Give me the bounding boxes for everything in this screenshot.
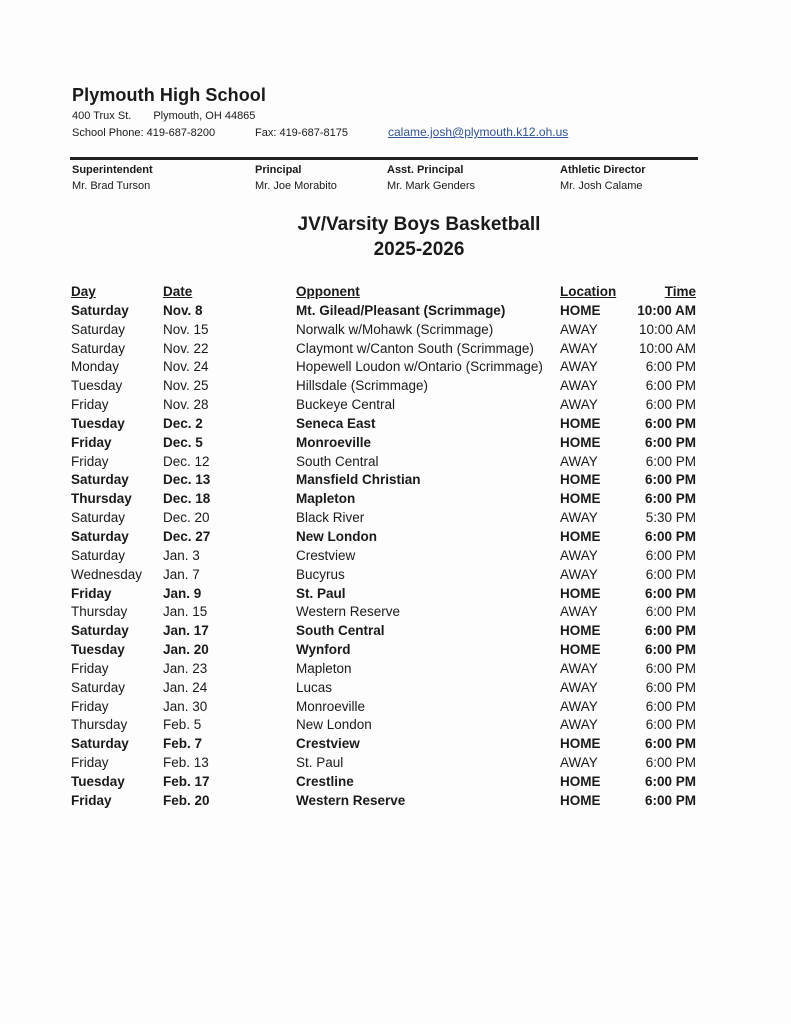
date-cell: Feb. 5 bbox=[163, 717, 202, 733]
staff-name: Mr. Josh Calame bbox=[560, 180, 643, 192]
date-cell: Jan. 9 bbox=[163, 585, 202, 601]
table-row bbox=[70, 321, 702, 340]
col-header-day: Day bbox=[71, 284, 96, 299]
table-row bbox=[70, 528, 702, 547]
time-cell: 6:00 PM bbox=[645, 547, 696, 563]
opponent-cell: Mapleton bbox=[296, 660, 352, 676]
time-cell: 6:00 PM bbox=[644, 642, 696, 658]
day-cell: Friday bbox=[71, 660, 109, 676]
time-cell: 6:00 PM bbox=[644, 736, 696, 752]
time-cell: 6:00 PM bbox=[645, 755, 696, 771]
city-state-zip: Plymouth, OH 44865 bbox=[153, 110, 256, 122]
opponent-cell: Claymont w/Canton South (Scrimmage) bbox=[296, 340, 534, 356]
table-row bbox=[70, 509, 702, 528]
time-cell: 6:00 PM bbox=[645, 378, 696, 394]
col-header-date: Date bbox=[163, 284, 193, 299]
date-cell: Dec. 12 bbox=[163, 453, 210, 469]
opponent-cell: Mt. Gilead/Pleasant (Scrimmage) bbox=[296, 302, 506, 318]
day-cell: Thursday bbox=[71, 717, 128, 733]
table-row bbox=[70, 754, 702, 773]
time-cell: 6:00 PM bbox=[645, 397, 696, 413]
day-cell: Friday bbox=[71, 792, 112, 808]
staff-role: Superintendent bbox=[72, 164, 153, 176]
date-cell: Dec. 2 bbox=[163, 415, 203, 431]
school-fax: Fax: 419-687-8175 bbox=[255, 127, 348, 139]
staff-asst-principal bbox=[387, 162, 475, 194]
time-cell: 6:00 PM bbox=[644, 773, 696, 789]
date-cell: Nov. 8 bbox=[163, 302, 203, 318]
opponent-cell: South Central bbox=[296, 453, 379, 469]
opponent-cell: Buckeye Central bbox=[296, 397, 396, 413]
col-header-time: Time bbox=[664, 284, 696, 299]
location-cell: HOME bbox=[560, 528, 601, 544]
date-cell: Jan. 7 bbox=[163, 566, 200, 582]
location-cell: HOME bbox=[560, 491, 601, 507]
opponent-cell: Seneca East bbox=[296, 415, 376, 431]
date-cell: Nov. 15 bbox=[163, 321, 209, 337]
location-cell: HOME bbox=[560, 642, 601, 658]
location-cell: HOME bbox=[560, 792, 601, 808]
table-row bbox=[70, 340, 702, 359]
location-cell: AWAY bbox=[560, 679, 598, 695]
opponent-cell: St. Paul bbox=[296, 585, 346, 601]
location-cell: AWAY bbox=[560, 397, 598, 413]
opponent-cell: Western Reserve bbox=[296, 604, 401, 620]
opponent-cell: Hillsdale (Scrimmage) bbox=[296, 378, 429, 394]
day-cell: Saturday bbox=[71, 528, 129, 544]
opponent-cell: New London bbox=[296, 717, 372, 733]
location-cell: AWAY bbox=[560, 698, 598, 714]
day-cell: Saturday bbox=[71, 679, 126, 695]
email-link[interactable]: calame.josh@plymouth.k12.oh.us bbox=[388, 125, 569, 139]
table-row bbox=[70, 453, 702, 472]
schedule-table bbox=[70, 283, 702, 811]
date-cell: Jan. 15 bbox=[163, 604, 208, 620]
staff-name: Mr. Mark Genders bbox=[387, 180, 476, 192]
date-cell: Nov. 24 bbox=[163, 359, 209, 375]
staff-athletic-director bbox=[560, 162, 646, 194]
header-divider bbox=[70, 157, 698, 160]
table-row bbox=[70, 698, 702, 717]
date-cell: Feb. 7 bbox=[163, 736, 203, 752]
date-cell: Jan. 23 bbox=[163, 660, 208, 676]
opponent-cell: Monroeville bbox=[296, 434, 372, 450]
opponent-cell: Western Reserve bbox=[296, 792, 406, 808]
table-row bbox=[70, 415, 702, 434]
opponent-cell: Mansfield Christian bbox=[296, 472, 421, 488]
date-cell: Nov. 22 bbox=[163, 340, 209, 356]
day-cell: Saturday bbox=[71, 510, 126, 526]
staff-superintendent bbox=[72, 162, 153, 194]
day-cell: Thursday bbox=[71, 491, 132, 507]
day-cell: Tuesday bbox=[71, 415, 125, 431]
time-cell: 10:00 AM bbox=[637, 302, 696, 318]
table-body bbox=[70, 302, 702, 811]
day-cell: Saturday bbox=[71, 302, 129, 318]
time-cell: 6:00 PM bbox=[644, 528, 696, 544]
table-row bbox=[70, 641, 702, 660]
location-cell: AWAY bbox=[560, 717, 598, 733]
time-cell: 6:00 PM bbox=[645, 660, 696, 676]
opponent-cell: New London bbox=[296, 528, 377, 544]
date-cell: Jan. 3 bbox=[163, 547, 200, 563]
table-row bbox=[70, 566, 702, 585]
time-cell: 6:00 PM bbox=[645, 717, 696, 733]
opponent-cell: Bucyrus bbox=[296, 566, 345, 582]
date-cell: Jan. 17 bbox=[163, 623, 209, 639]
time-cell: 5:30 PM bbox=[645, 510, 696, 526]
table-row bbox=[70, 603, 702, 622]
location-cell: AWAY bbox=[560, 321, 598, 337]
staff-role: Athletic Director bbox=[560, 164, 646, 176]
date-cell: Jan. 20 bbox=[163, 642, 209, 658]
day-cell: Friday bbox=[71, 755, 109, 771]
table-row bbox=[70, 585, 702, 604]
date-cell: Dec. 5 bbox=[163, 434, 203, 450]
day-cell: Tuesday bbox=[71, 773, 125, 789]
location-cell: HOME bbox=[560, 434, 601, 450]
time-cell: 6:00 PM bbox=[644, 415, 696, 431]
table-row bbox=[70, 396, 702, 415]
table-row bbox=[70, 679, 702, 698]
staff-principal bbox=[255, 162, 337, 194]
table-row bbox=[70, 792, 702, 811]
date-cell: Dec. 27 bbox=[163, 528, 211, 544]
table-row bbox=[70, 471, 702, 490]
location-cell: AWAY bbox=[560, 340, 598, 356]
location-cell: AWAY bbox=[560, 378, 598, 394]
col-header-location: Location bbox=[560, 284, 617, 299]
table-row bbox=[70, 302, 702, 321]
time-cell: 6:00 PM bbox=[644, 792, 696, 808]
time-cell: 6:00 PM bbox=[644, 623, 696, 639]
street-address: 400 Trux St. bbox=[72, 110, 132, 122]
date-cell: Feb. 20 bbox=[163, 792, 210, 808]
time-cell: 6:00 PM bbox=[645, 359, 696, 375]
location-cell: AWAY bbox=[560, 566, 598, 582]
date-cell: Feb. 13 bbox=[163, 755, 209, 771]
time-cell: 6:00 PM bbox=[645, 698, 696, 714]
opponent-cell: Crestview bbox=[296, 547, 356, 563]
location-cell: AWAY bbox=[560, 755, 598, 771]
table-row bbox=[70, 735, 702, 754]
time-cell: 6:00 PM bbox=[644, 472, 696, 488]
staff-role: Asst. Principal bbox=[387, 164, 464, 176]
opponent-cell: Wynford bbox=[296, 642, 351, 658]
table-row bbox=[70, 490, 702, 509]
location-cell: AWAY bbox=[560, 453, 598, 469]
date-cell: Jan. 30 bbox=[163, 698, 208, 714]
date-cell: Dec. 20 bbox=[163, 510, 210, 526]
opponent-cell: Hopewell Loudon w/Ontario (Scrimmage) bbox=[296, 359, 543, 375]
location-cell: HOME bbox=[560, 623, 601, 639]
day-cell: Saturday bbox=[71, 472, 129, 488]
staff-name: Mr. Brad Turson bbox=[72, 180, 151, 192]
day-cell: Thursday bbox=[71, 604, 128, 620]
table-row bbox=[70, 358, 702, 377]
date-cell: Nov. 28 bbox=[163, 397, 209, 413]
table-row bbox=[70, 773, 702, 792]
location-cell: HOME bbox=[560, 415, 601, 431]
day-cell: Friday bbox=[71, 397, 109, 413]
day-cell: Friday bbox=[71, 453, 109, 469]
date-cell: Dec. 13 bbox=[163, 472, 211, 488]
day-cell: Saturday bbox=[71, 547, 126, 563]
day-cell: Wednesday bbox=[71, 566, 143, 582]
time-cell: 6:00 PM bbox=[645, 566, 696, 582]
table-row bbox=[70, 547, 702, 566]
location-cell: HOME bbox=[560, 302, 601, 318]
time-cell: 6:00 PM bbox=[645, 453, 696, 469]
opponent-cell: Monroeville bbox=[296, 698, 366, 714]
location-cell: HOME bbox=[560, 585, 601, 601]
table-row bbox=[70, 377, 702, 396]
day-cell: Friday bbox=[71, 698, 109, 714]
location-cell: AWAY bbox=[560, 510, 598, 526]
date-cell: Feb. 17 bbox=[163, 773, 210, 789]
opponent-cell: Mapleton bbox=[296, 491, 356, 507]
location-cell: HOME bbox=[560, 472, 601, 488]
staff-role: Principal bbox=[255, 164, 302, 176]
opponent-cell: Norwalk w/Mohawk (Scrimmage) bbox=[296, 321, 494, 337]
day-cell: Saturday bbox=[71, 736, 129, 752]
table-row bbox=[70, 434, 702, 453]
day-cell: Saturday bbox=[71, 321, 126, 337]
staff-name: Mr. Joe Morabito bbox=[255, 180, 337, 192]
time-cell: 6:00 PM bbox=[645, 604, 696, 620]
day-cell: Tuesday bbox=[71, 378, 123, 394]
location-cell: AWAY bbox=[560, 660, 598, 676]
time-cell: 10:00 AM bbox=[638, 340, 696, 356]
location-cell: AWAY bbox=[560, 359, 598, 375]
time-cell: 6:00 PM bbox=[644, 585, 696, 601]
date-cell: Nov. 25 bbox=[163, 378, 209, 394]
opponent-cell: Black River bbox=[296, 510, 365, 526]
table-row bbox=[70, 716, 702, 735]
school-phone: School Phone: 419-687-8200 bbox=[72, 127, 216, 139]
opponent-cell: St. Paul bbox=[296, 755, 344, 771]
date-cell: Dec. 18 bbox=[163, 491, 211, 507]
opponent-cell: South Central bbox=[296, 623, 385, 639]
time-cell: 6:00 PM bbox=[644, 434, 696, 450]
title-season: 2025-2026 bbox=[373, 239, 465, 260]
opponent-cell: Lucas bbox=[296, 679, 333, 695]
day-cell: Saturday bbox=[71, 623, 129, 639]
address-line bbox=[72, 110, 255, 122]
day-cell: Tuesday bbox=[71, 642, 125, 658]
opponent-cell: Crestline bbox=[296, 773, 354, 789]
day-cell: Monday bbox=[71, 359, 120, 375]
location-cell: AWAY bbox=[560, 604, 598, 620]
opponent-cell: Crestview bbox=[296, 736, 360, 752]
day-cell: Friday bbox=[71, 585, 112, 601]
table-row bbox=[70, 622, 702, 641]
time-cell: 6:00 PM bbox=[644, 491, 696, 507]
time-cell: 10:00 AM bbox=[638, 321, 696, 337]
day-cell: Friday bbox=[71, 434, 112, 450]
location-cell: HOME bbox=[560, 773, 601, 789]
col-header-opponent: Opponent bbox=[296, 284, 360, 299]
table-row bbox=[70, 660, 702, 679]
title-line-1: JV/Varsity Boys Basketball bbox=[297, 214, 541, 235]
time-cell: 6:00 PM bbox=[645, 679, 696, 695]
table-header bbox=[70, 283, 702, 302]
date-cell: Jan. 24 bbox=[163, 679, 208, 695]
school-name: Plymouth High School bbox=[72, 85, 266, 105]
location-cell: AWAY bbox=[560, 547, 598, 563]
day-cell: Saturday bbox=[71, 340, 126, 356]
document-title bbox=[0, 212, 791, 262]
location-cell: HOME bbox=[560, 736, 601, 752]
